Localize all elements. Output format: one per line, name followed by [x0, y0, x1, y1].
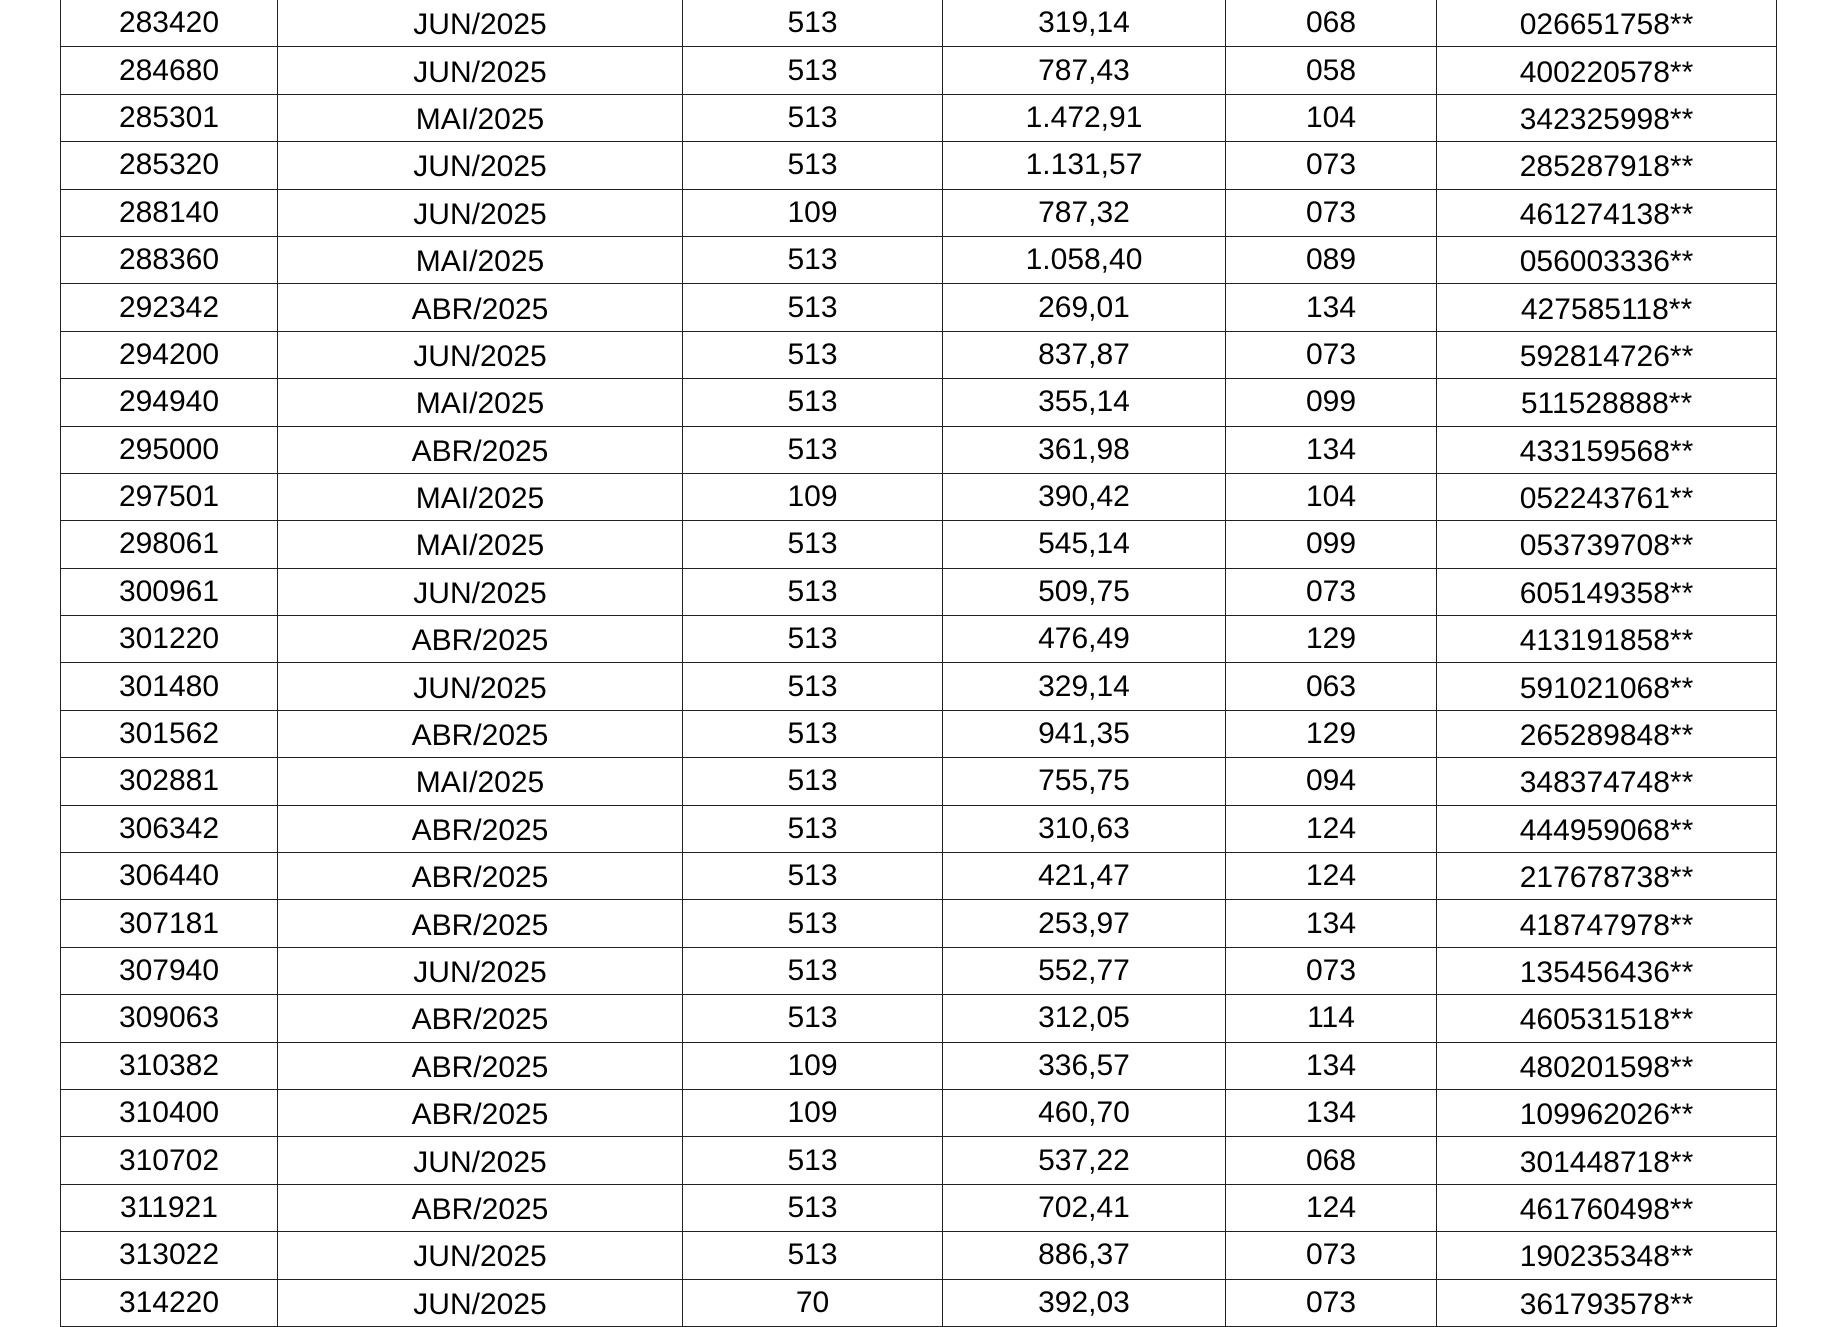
cell-valor: 460,70	[943, 1089, 1226, 1136]
cell-cpf: 109962026**	[1437, 1089, 1777, 1136]
cell-cpf: 427585118**	[1437, 284, 1777, 331]
cell-id: 314220	[61, 1279, 278, 1326]
cell-id: 301480	[61, 663, 278, 710]
table-row	[61, 1137, 1777, 1184]
cell-valor: 476,49	[943, 616, 1226, 663]
cell-codigo: 513	[683, 47, 943, 94]
cell-orgao: 073	[1226, 947, 1437, 994]
table-row	[61, 284, 1777, 331]
cell-valor: 702,41	[943, 1184, 1226, 1231]
cell-orgao: 124	[1226, 1184, 1437, 1231]
cell-codigo: 513	[683, 1232, 943, 1279]
cell-valor: 312,05	[943, 995, 1226, 1042]
cell-id: 300961	[61, 568, 278, 615]
cell-orgao: 124	[1226, 853, 1437, 900]
cell-valor: 329,14	[943, 663, 1226, 710]
cell-mes: JUN/2025	[278, 189, 683, 236]
cell-codigo: 513	[683, 331, 943, 378]
cell-valor: 310,63	[943, 805, 1226, 852]
cell-id: 297501	[61, 473, 278, 520]
table-row	[61, 379, 1777, 426]
cell-codigo: 513	[683, 1137, 943, 1184]
cell-orgao: 099	[1226, 379, 1437, 426]
table-row	[61, 853, 1777, 900]
cell-cpf: 217678738**	[1437, 853, 1777, 900]
cell-cpf: 480201598**	[1437, 1042, 1777, 1089]
cell-codigo: 513	[683, 758, 943, 805]
cell-valor: 361,98	[943, 426, 1226, 473]
cell-id: 283420	[61, 0, 278, 47]
cell-codigo: 513	[683, 142, 943, 189]
cell-codigo: 513	[683, 995, 943, 1042]
cell-mes: JUN/2025	[278, 331, 683, 378]
cell-id: 306342	[61, 805, 278, 852]
cell-valor: 787,32	[943, 189, 1226, 236]
cell-mes: ABR/2025	[278, 426, 683, 473]
cell-codigo: 513	[683, 1184, 943, 1231]
cell-mes: MAI/2025	[278, 379, 683, 426]
cell-cpf: 413191858**	[1437, 616, 1777, 663]
cell-id: 294940	[61, 379, 278, 426]
cell-id: 310382	[61, 1042, 278, 1089]
cell-cpf: 342325998**	[1437, 94, 1777, 141]
cell-valor: 755,75	[943, 758, 1226, 805]
cell-codigo: 109	[683, 189, 943, 236]
cell-orgao: 089	[1226, 236, 1437, 283]
table-row	[61, 616, 1777, 663]
cell-codigo: 513	[683, 853, 943, 900]
cell-orgao: 063	[1226, 663, 1437, 710]
cell-codigo: 513	[683, 568, 943, 615]
cell-cpf: 052243761**	[1437, 473, 1777, 520]
cell-mes: ABR/2025	[278, 616, 683, 663]
table-row	[61, 663, 1777, 710]
cell-orgao: 094	[1226, 758, 1437, 805]
table-row	[61, 47, 1777, 94]
table-row	[61, 142, 1777, 189]
cell-id: 301220	[61, 616, 278, 663]
cell-codigo: 513	[683, 521, 943, 568]
cell-cpf: 605149358**	[1437, 568, 1777, 615]
cell-valor: 941,35	[943, 710, 1226, 757]
cell-valor: 319,14	[943, 0, 1226, 47]
cell-valor: 537,22	[943, 1137, 1226, 1184]
cell-mes: JUN/2025	[278, 1279, 683, 1326]
table-row	[61, 236, 1777, 283]
cell-orgao: 134	[1226, 284, 1437, 331]
cell-codigo: 513	[683, 805, 943, 852]
cell-mes: ABR/2025	[278, 284, 683, 331]
cell-id: 306440	[61, 853, 278, 900]
cell-id: 285320	[61, 142, 278, 189]
cell-id: 294200	[61, 331, 278, 378]
cell-id: 313022	[61, 1232, 278, 1279]
cell-orgao: 114	[1226, 995, 1437, 1042]
cell-id: 285301	[61, 94, 278, 141]
table-row	[61, 473, 1777, 520]
table-row	[61, 189, 1777, 236]
records-table	[60, 0, 1777, 1327]
cell-codigo: 513	[683, 426, 943, 473]
cell-valor: 1.472,91	[943, 94, 1226, 141]
cell-codigo: 513	[683, 616, 943, 663]
cell-id: 288140	[61, 189, 278, 236]
cell-cpf: 461760498**	[1437, 1184, 1777, 1231]
cell-cpf: 361793578**	[1437, 1279, 1777, 1326]
cell-id: 301562	[61, 710, 278, 757]
table-row	[61, 94, 1777, 141]
table-row	[61, 900, 1777, 947]
cell-cpf: 400220578**	[1437, 47, 1777, 94]
cell-codigo: 109	[683, 1042, 943, 1089]
table-row	[61, 995, 1777, 1042]
table-row	[61, 1279, 1777, 1326]
cell-orgao: 073	[1226, 568, 1437, 615]
cell-valor: 1.131,57	[943, 142, 1226, 189]
table-row	[61, 947, 1777, 994]
cell-cpf: 433159568**	[1437, 426, 1777, 473]
cell-codigo: 70	[683, 1279, 943, 1326]
cell-cpf: 444959068**	[1437, 805, 1777, 852]
table-row	[61, 331, 1777, 378]
cell-cpf: 135456436**	[1437, 947, 1777, 994]
cell-cpf: 053739708**	[1437, 521, 1777, 568]
cell-codigo: 513	[683, 710, 943, 757]
cell-id: 295000	[61, 426, 278, 473]
cell-orgao: 104	[1226, 473, 1437, 520]
cell-orgao: 058	[1226, 47, 1437, 94]
cell-id: 302881	[61, 758, 278, 805]
cell-cpf: 285287918**	[1437, 142, 1777, 189]
cell-orgao: 134	[1226, 1042, 1437, 1089]
cell-mes: ABR/2025	[278, 805, 683, 852]
cell-id: 310702	[61, 1137, 278, 1184]
cell-valor: 269,01	[943, 284, 1226, 331]
cell-mes: ABR/2025	[278, 1042, 683, 1089]
cell-valor: 336,57	[943, 1042, 1226, 1089]
cell-valor: 390,42	[943, 473, 1226, 520]
cell-valor: 886,37	[943, 1232, 1226, 1279]
cell-mes: MAI/2025	[278, 236, 683, 283]
cell-codigo: 513	[683, 236, 943, 283]
cell-cpf: 265289848**	[1437, 710, 1777, 757]
cell-orgao: 129	[1226, 710, 1437, 757]
cell-mes: ABR/2025	[278, 995, 683, 1042]
cell-valor: 355,14	[943, 379, 1226, 426]
cell-id: 309063	[61, 995, 278, 1042]
cell-orgao: 073	[1226, 1279, 1437, 1326]
cell-cpf: 056003336**	[1437, 236, 1777, 283]
cell-mes: MAI/2025	[278, 473, 683, 520]
table-row	[61, 426, 1777, 473]
table-body	[61, 0, 1777, 1326]
cell-orgao: 104	[1226, 94, 1437, 141]
cell-valor: 253,97	[943, 900, 1226, 947]
cell-codigo: 109	[683, 473, 943, 520]
cell-valor: 421,47	[943, 853, 1226, 900]
cell-mes: MAI/2025	[278, 521, 683, 568]
cell-cpf: 348374748**	[1437, 758, 1777, 805]
cell-cpf: 418747978**	[1437, 900, 1777, 947]
table-row	[61, 1232, 1777, 1279]
cell-valor: 545,14	[943, 521, 1226, 568]
cell-id: 310400	[61, 1089, 278, 1136]
cell-cpf: 592814726**	[1437, 331, 1777, 378]
cell-codigo: 513	[683, 0, 943, 47]
cell-codigo: 513	[683, 663, 943, 710]
cell-mes: MAI/2025	[278, 94, 683, 141]
cell-orgao: 129	[1226, 616, 1437, 663]
cell-cpf: 190235348**	[1437, 1232, 1777, 1279]
table-row	[61, 710, 1777, 757]
cell-codigo: 109	[683, 1089, 943, 1136]
cell-valor: 787,43	[943, 47, 1226, 94]
cell-orgao: 099	[1226, 521, 1437, 568]
cell-mes: JUN/2025	[278, 47, 683, 94]
cell-cpf: 591021068**	[1437, 663, 1777, 710]
cell-mes: JUN/2025	[278, 0, 683, 47]
cell-cpf: 461274138**	[1437, 189, 1777, 236]
cell-codigo: 513	[683, 379, 943, 426]
cell-orgao: 073	[1226, 1232, 1437, 1279]
table-row	[61, 568, 1777, 615]
cell-orgao: 073	[1226, 189, 1437, 236]
cell-id: 292342	[61, 284, 278, 331]
cell-cpf: 460531518**	[1437, 995, 1777, 1042]
cell-mes: JUN/2025	[278, 663, 683, 710]
table-row	[61, 758, 1777, 805]
cell-codigo: 513	[683, 284, 943, 331]
cell-orgao: 134	[1226, 1089, 1437, 1136]
cell-mes: JUN/2025	[278, 1232, 683, 1279]
cell-cpf: 511528888**	[1437, 379, 1777, 426]
table-row	[61, 805, 1777, 852]
cell-mes: ABR/2025	[278, 1089, 683, 1136]
cell-mes: JUN/2025	[278, 142, 683, 189]
cell-orgao: 073	[1226, 331, 1437, 378]
cell-codigo: 513	[683, 900, 943, 947]
cell-codigo: 513	[683, 94, 943, 141]
cell-orgao: 073	[1226, 142, 1437, 189]
cell-valor: 837,87	[943, 331, 1226, 378]
cell-orgao: 134	[1226, 900, 1437, 947]
cell-valor: 552,77	[943, 947, 1226, 994]
cell-mes: JUN/2025	[278, 568, 683, 615]
cell-valor: 1.058,40	[943, 236, 1226, 283]
cell-mes: MAI/2025	[278, 758, 683, 805]
cell-mes: JUN/2025	[278, 947, 683, 994]
cell-orgao: 068	[1226, 0, 1437, 47]
cell-cpf: 026651758**	[1437, 0, 1777, 47]
cell-id: 307181	[61, 900, 278, 947]
cell-mes: ABR/2025	[278, 900, 683, 947]
cell-id: 298061	[61, 521, 278, 568]
cell-id: 284680	[61, 47, 278, 94]
cell-valor: 509,75	[943, 568, 1226, 615]
cell-orgao: 134	[1226, 426, 1437, 473]
cell-codigo: 513	[683, 947, 943, 994]
cell-mes: ABR/2025	[278, 853, 683, 900]
cell-cpf: 301448718**	[1437, 1137, 1777, 1184]
document-page	[60, 0, 1776, 1327]
cell-mes: ABR/2025	[278, 1184, 683, 1231]
cell-id: 307940	[61, 947, 278, 994]
cell-id: 311921	[61, 1184, 278, 1231]
cell-mes: JUN/2025	[278, 1137, 683, 1184]
cell-valor: 392,03	[943, 1279, 1226, 1326]
table-row	[61, 521, 1777, 568]
cell-orgao: 124	[1226, 805, 1437, 852]
table-row	[61, 1089, 1777, 1136]
table-row	[61, 0, 1777, 47]
table-row	[61, 1042, 1777, 1089]
cell-orgao: 068	[1226, 1137, 1437, 1184]
cell-mes: ABR/2025	[278, 710, 683, 757]
table-row	[61, 1184, 1777, 1231]
cell-id: 288360	[61, 236, 278, 283]
